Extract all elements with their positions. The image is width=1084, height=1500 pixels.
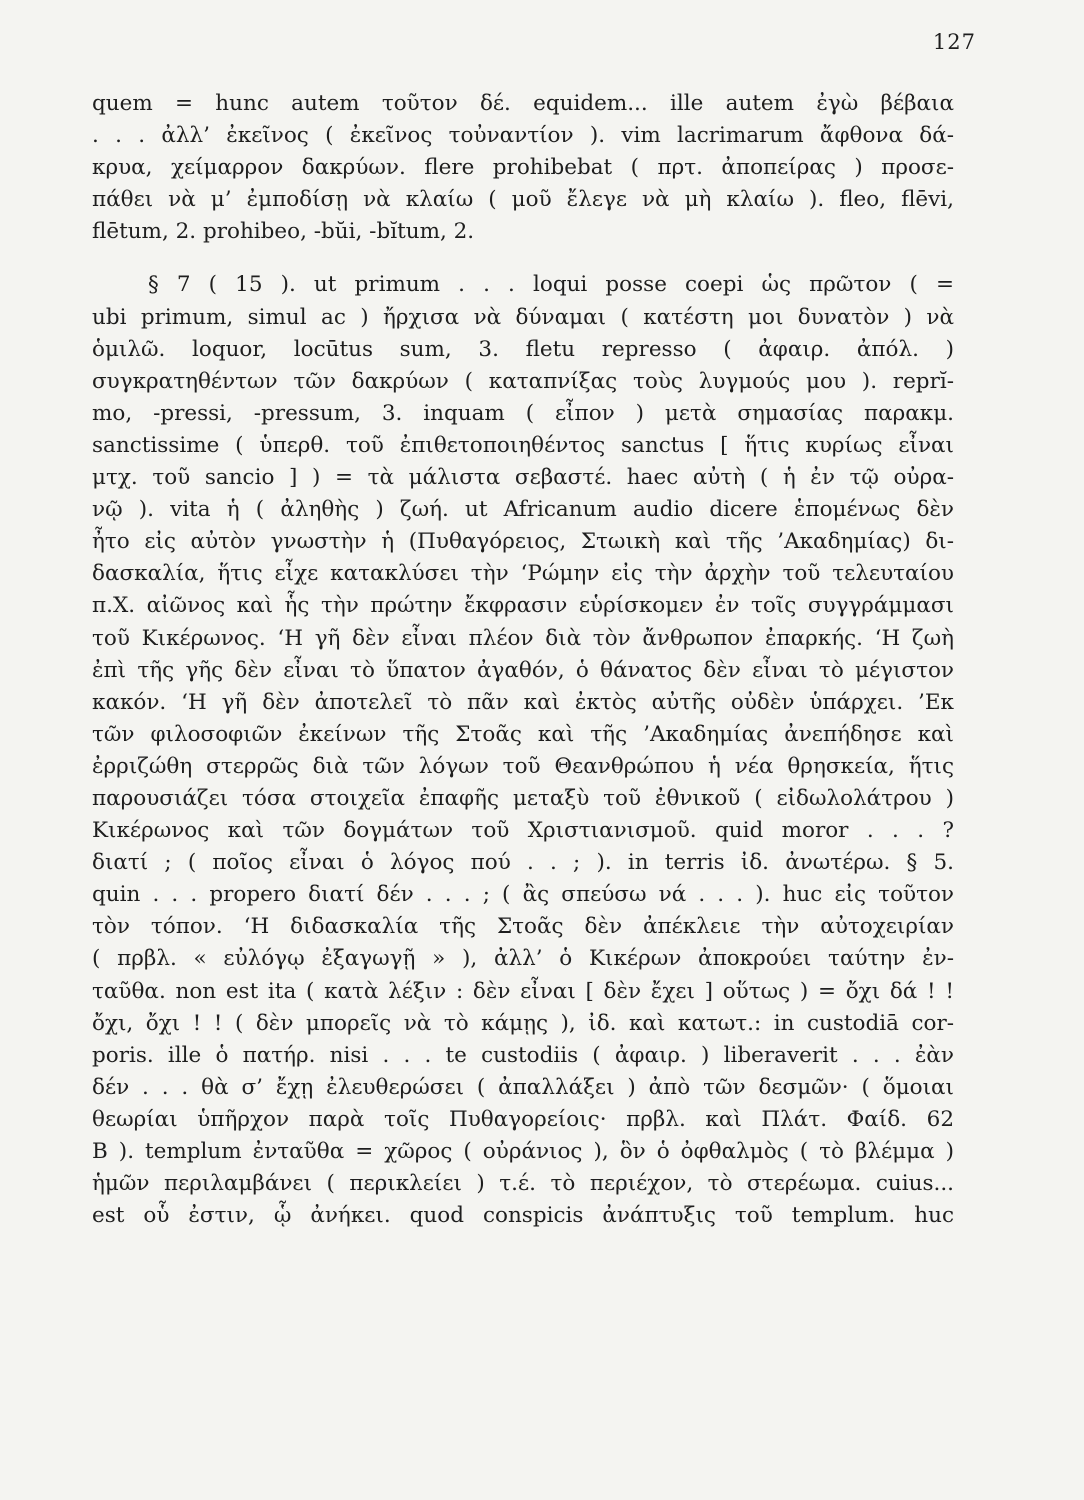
paragraph-gap <box>92 248 954 269</box>
text-line: ἦτο εἰς αὐτὸν γνωστὴν ἡ (Πυθαγόρειος, Στωικὴ καὶ τῆς ’Ακαδημίας) δι- <box>92 529 954 555</box>
text-line: τὸν τόπον. ‘Η διδασκαλία τῆς Στοᾶς δὲν ἀπέκλειε τὴν αὐτοχειρίαν <box>92 914 954 940</box>
text-line: mo, -pressi, -pressum, 3. inquam ( εἶπον ) μετὰ σημασίας παρακμ. <box>92 400 954 426</box>
paragraph <box>92 88 954 248</box>
text-line: συγκρατηθέντων τῶν δακρύων ( καταπνίξας τοὺς λυγμούς μου ). reprĭ- <box>92 368 954 394</box>
page-number: 127 <box>932 30 976 54</box>
text-line: π.Χ. αἰῶνος καὶ ἧς τὴν πρώτην ἔκφρασιν εὑρίσκομεν ἐν τοῖς συγγράμμασι <box>92 593 954 619</box>
text-line: Κικέρωνος καὶ τῶν δογμάτων τοῦ Χριστιανισμοῦ. quid moror . . . ? <box>92 818 954 844</box>
text-line: διατί ; ( ποῖος εἶναι ὁ λόγος πού . . ; ). in terris ἰδ. ἀνωτέρω. § 5. <box>92 850 954 876</box>
text-line: τῶν φιλοσοφιῶν ἐκείνων τῆς Στοᾶς καὶ τῆς ’Ακαδημίας ἀνεπήδησε καὶ <box>92 721 954 747</box>
text-line: δέν . . . θὰ σ’ ἔχῃ ἐλευθερώσει ( ἀπαλλάξει ) ἀπὸ τῶν δεσμῶν· ( ὅμοιαι <box>92 1074 954 1100</box>
text-line: πάθει νὰ μ’ ἐμποδίσῃ νὰ κλαίω ( μοῦ ἔλεγε νὰ μὴ κλαίω ). fleo, flēvi, <box>92 187 954 213</box>
text-line: κακόν. ‘Η γῆ δὲν ἀποτελεῖ τὸ πᾶν καὶ ἐκτὸς αὐτῆς οὐδὲν ὑπάρχει. ’Εκ <box>92 689 954 715</box>
text-line: . . . ἀλλ’ ἐκεῖνος ( ἐκεῖνος τοὐναντίον ). vim lacrimarum ἄφθονα δά- <box>92 123 954 149</box>
text-line: κρυα, χείμαρρον δακρύων. flere prohibebat ( πρτ. ἀποπείρας ) προσε- <box>92 155 954 181</box>
text-line: ubi primum, simul ac ) ἤρχισα νὰ δύναμαι ( κατέστη μοι δυνατὸν ) νὰ <box>92 304 954 330</box>
text-line: ἐρριζώθη στερρῶς διὰ τῶν λόγων τοῦ Θεανθρώπου ἡ νέα θρησκεία, ἥτις <box>92 753 954 779</box>
body-text <box>92 88 954 1232</box>
text-line: quin . . . propero διατί δέν . . . ; ( ἂς σπεύσω νά . . . ). huc εἰς τοῦτον <box>92 882 954 908</box>
text-line: ἡμῶν περιλαμβάνει ( περικλείει ) τ.έ. τὸ περιέχον, τὸ στερέωμα. cuius... <box>92 1171 954 1197</box>
text-line: est οὗ ἐστιν, ᾧ ἀνήκει. quod conspicis ἀνάπτυξις τοῦ templum. huc <box>92 1203 954 1229</box>
paragraph <box>92 269 954 1232</box>
text-line: ὄχι, ὄχι ! ! ( δὲν μπορεῖς νὰ τὸ κάμῃς ), ἰδ. καὶ κατωτ.: in custodiā cor- <box>92 1010 954 1036</box>
text-line: ( πρβλ. « εὐλόγῳ ἐξαγωγῇ » ), ἀλλ’ ὁ Κικέρων ἀποκρούει ταύτην ἐν- <box>92 946 954 972</box>
text-line: poris. ille ὁ πατήρ. nisi . . . te custodiis ( ἀφαιρ. ) liberaverit . . . ἐὰν <box>92 1042 954 1068</box>
text-line: νῷ ). vita ἡ ( ἀληθὴς ) ζωή. ut Africanum audio dicere ἑπομένως δὲν <box>92 497 954 523</box>
text-line: sanctissime ( ὑπερθ. τοῦ ἐπιθετοποιηθέντος sanctus [ ἥτις κυρίως εἶναι <box>92 432 954 458</box>
text-line: flētum, 2. prohibeo, -bŭi, -bĭtum, 2. <box>92 219 475 245</box>
text-line: ὁμιλῶ. loquor, locūtus sum, 3. fletu represso ( ἀφαιρ. ἀπόλ. ) <box>92 336 954 362</box>
text-line: quem = hunc autem τοῦτον δέ. equidem... ille autem ἐγὼ βέβαια <box>92 91 954 116</box>
text-line: θεωρίαι ὑπῆρχον παρὰ τοῖς Πυθαγορείοις· πρβλ. καὶ Πλάτ. Φαίδ. 62 <box>92 1106 954 1132</box>
text-line: δασκαλία, ἥτις εἶχε κατακλύσει τὴν ‘Ρώμην εἰς τὴν ἀρχὴν τοῦ τελευταίου <box>92 561 954 587</box>
text-line: Β ). templum ἐνταῦθα = χῶρος ( οὐράνιος ), ὃν ὁ ὀφθαλμὸς ( τὸ βλέμμα ) <box>92 1139 954 1164</box>
text-line: ἐπὶ τῆς γῆς δὲν εἶναι τὸ ὕπατον ἀγαθόν, ὁ θάνατος δὲν εἶναι τὸ μέγιστον <box>92 657 954 683</box>
text-line: μτχ. τοῦ sancio ] ) = τὰ μάλιστα σεβαστέ. haec αὐτὴ ( ἡ ἐν τῷ οὐρα- <box>92 465 954 491</box>
text-line: παρουσιάζει τόσα στοιχεῖα ἐπαφῆς μεταξὺ τοῦ ἐθνικοῦ ( εἰδωλολάτρου ) <box>92 785 954 811</box>
text-line: τοῦ Κικέρωνος. ‘Η γῆ δὲν εἶναι πλέον διὰ τὸν ἄνθρωπον ἐπαρκής. ‘Η ζωὴ <box>92 625 954 651</box>
text-line: § 7 ( 15 ). ut primum . . . loqui posse coepi ὡς πρῶτον ( = <box>148 272 954 298</box>
text-line: ταῦθα. non est ita ( κατὰ λέξιν : δὲν εἶναι [ δὲν ἔχει ] οὕτως ) = ὄχι δά ! ! <box>92 978 954 1004</box>
